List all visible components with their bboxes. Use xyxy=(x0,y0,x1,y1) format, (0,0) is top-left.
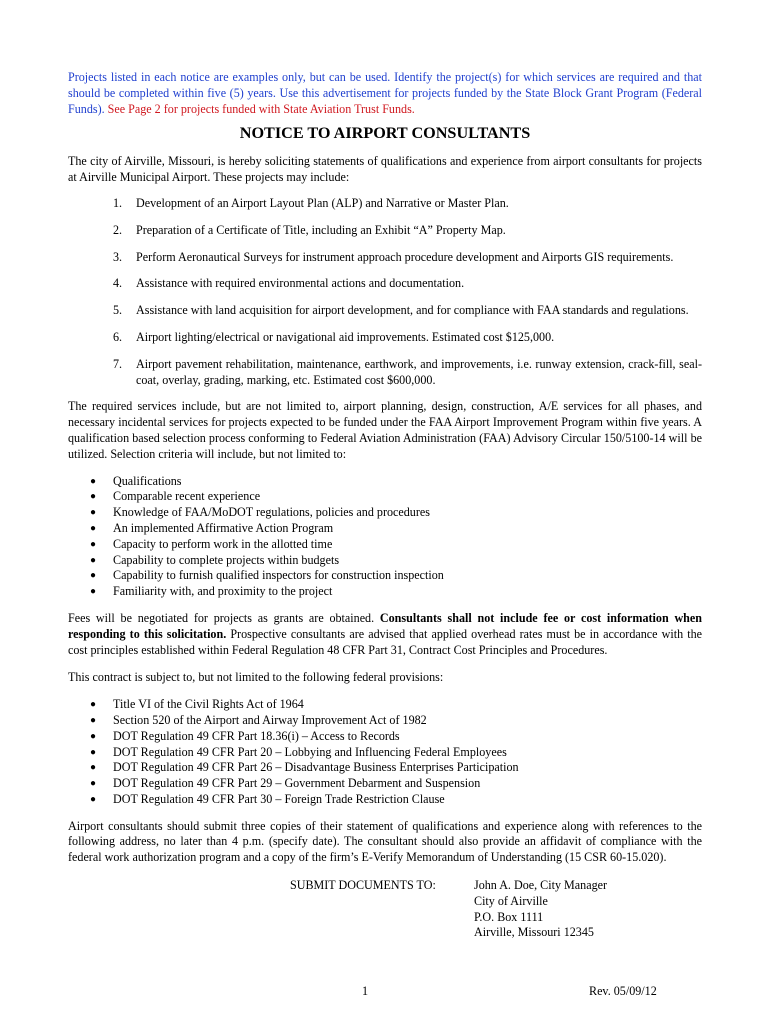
list-text: Comparable recent experience xyxy=(113,489,261,504)
list-text: An implemented Affirmative Action Program xyxy=(113,520,334,535)
list-item xyxy=(68,697,702,713)
list-item xyxy=(68,760,702,776)
list-number: 2. xyxy=(113,222,123,237)
list-item xyxy=(68,745,702,761)
intro-red-text: See Page 2 for projects funded with State Aviation Trust Funds. xyxy=(107,101,415,116)
list-item xyxy=(68,223,702,239)
list-text: DOT Regulation 49 CFR Part 18.36(i) – Access to Records xyxy=(113,728,400,743)
list-text: Title VI of the Civil Rights Act of 1964 xyxy=(113,697,304,712)
list-number: 3. xyxy=(113,249,123,264)
address-line: Airville, Missouri 12345 xyxy=(474,925,594,940)
list-item xyxy=(68,357,702,389)
bullet-icon: ● xyxy=(90,730,97,742)
list-item xyxy=(68,276,702,292)
list-item xyxy=(68,584,702,600)
list-item xyxy=(68,474,702,490)
bullet-icon: ● xyxy=(90,586,97,598)
list-text: DOT Regulation 49 CFR Part 29 – Government Debarment and Suspension xyxy=(113,776,481,791)
paragraph-provisions-intro: This contract is subject to, but not limited to the following federal provisions: xyxy=(68,670,444,685)
list-text: Capability to furnish qualified inspectors for construction inspection xyxy=(113,568,444,583)
bullet-icon: ● xyxy=(90,570,97,582)
intro-blue-text: Projects listed in each notice are examples only, but can be used. Identify the project(s) for which services are required and that should be completed within five (5) years. Use this advertisement for projects funded by the State Block Grant Program (Federal Funds). xyxy=(68,70,702,116)
address-line: City of Airville xyxy=(474,893,548,908)
address-line: P.O. Box 1111 xyxy=(474,909,544,924)
list-text: DOT Regulation 49 CFR Part 20 – Lobbying and Influencing Federal Employees xyxy=(113,744,507,759)
fees-bold-notice: Consultants shall not include fee or cost information when responding to this solicitation. xyxy=(68,610,702,641)
list-text: Development of an Airport Layout Plan (ALP) and Narrative or Master Plan. xyxy=(136,195,509,210)
fees-rest: Prospective consultants are advised that applied overhead rates must be in accordance with the cost principles established within Federal Regulation 48 CFR Part 31, Contract Cost Principles and Procedures. xyxy=(68,626,702,657)
list-item xyxy=(68,250,702,266)
list-number: 5. xyxy=(113,303,123,318)
list-text: Assistance with required environmental actions and documentation. xyxy=(136,276,465,291)
list-text: Qualifications xyxy=(113,473,182,488)
projects-list xyxy=(68,196,702,388)
bullet-icon: ● xyxy=(90,491,97,503)
bullet-icon: ● xyxy=(90,746,97,758)
list-text: Section 520 of the Airport and Airway Improvement Act of 1982 xyxy=(113,712,427,727)
bullet-icon: ● xyxy=(90,699,97,711)
list-text: DOT Regulation 49 CFR Part 26 – Disadvantage Business Enterprises Participation xyxy=(113,760,519,775)
list-item xyxy=(68,568,702,584)
list-item xyxy=(68,196,702,212)
bullet-icon: ● xyxy=(90,538,97,550)
submit-address xyxy=(474,878,607,941)
federal-provisions-list xyxy=(68,697,702,808)
list-item xyxy=(68,505,702,521)
paragraph-fees xyxy=(68,611,702,658)
paragraph-required-services: The required services include, but are not limited to, airport planning, design, construction, A/E services for all phases, and necessary incidental services for projects expected to be funded under the FAA Airport Improvement Program within five years. A qualification based selection process conforming to Federal Aviation Administration (FAA) Advisory Circular 150/5100-14 will be utilized. Selection criteria will include, but not limited to: xyxy=(68,399,702,461)
address-line: John A. Doe, City Manager xyxy=(474,878,608,893)
list-text: Airport pavement rehabilitation, maintenance, earthwork, and improvements, i.e. runway extension, crack-fill, seal-coat, overlay, grading, marking, etc. Estimated cost $600,000. xyxy=(136,356,702,387)
list-item xyxy=(68,489,702,505)
bullet-icon: ● xyxy=(90,778,97,790)
revision-date: Rev. 05/09/12 xyxy=(589,984,657,998)
list-text: Knowledge of FAA/MoDOT regulations, policies and procedures xyxy=(113,505,430,520)
list-item xyxy=(68,776,702,792)
submit-block xyxy=(68,878,702,942)
bullet-icon: ● xyxy=(90,522,97,534)
bullet-icon: ● xyxy=(90,507,97,519)
list-text: DOT Regulation 49 CFR Part 30 – Foreign Trade Restriction Clause xyxy=(113,791,445,806)
list-number: 6. xyxy=(113,329,123,344)
list-text: Airport lighting/electrical or navigational aid improvements. Estimated cost $125,000. xyxy=(136,329,555,344)
bullet-icon: ● xyxy=(90,793,97,805)
list-number: 4. xyxy=(113,276,123,291)
fees-lead: Fees will be negotiated for projects as grants are obtained. xyxy=(68,610,380,625)
bullet-icon: ● xyxy=(90,554,97,566)
bullet-icon: ● xyxy=(90,475,97,487)
bullet-icon: ● xyxy=(90,762,97,774)
list-text: Preparation of a Certificate of Title, including an Exhibit “A” Property Map. xyxy=(136,222,506,237)
bullet-icon: ● xyxy=(90,714,97,726)
list-item xyxy=(68,537,702,553)
page-number: 1 xyxy=(362,984,369,998)
list-item xyxy=(68,330,702,346)
paragraph-solicitation: The city of Airville, Missouri, is hereby soliciting statements of qualifications and experience from airport consultants for projects at Airville Municipal Airport. These projects may include: xyxy=(68,154,702,185)
list-item xyxy=(68,713,702,729)
list-number: 1. xyxy=(113,195,123,210)
submit-label: SUBMIT DOCUMENTS TO: xyxy=(290,878,436,893)
list-item xyxy=(68,303,702,319)
list-item xyxy=(68,729,702,745)
list-text: Familiarity with, and proximity to the project xyxy=(113,584,333,599)
page-title: NOTICE TO AIRPORT CONSULTANTS xyxy=(239,124,531,143)
paragraph-submission: Airport consultants should submit three copies of their statement of qualifications and experience along with references to the following address, no later than 4 p.m. (specify date). The consultant should also provide an affidavit of compliance with the federal work authorization program and a copy of the firm’s E-Verify Memorandum of Understanding (15 CSR 60-15.020). xyxy=(68,818,702,865)
list-text: Capability to complete projects within budgets xyxy=(113,552,340,567)
intro-note xyxy=(68,70,702,117)
list-item xyxy=(68,792,702,808)
list-number: 7. xyxy=(113,356,123,371)
list-text: Assistance with land acquisition for airport development, and for compliance with FAA standards and regulations. xyxy=(136,303,689,318)
list-item xyxy=(68,521,702,537)
list-text: Capacity to perform work in the allotted time xyxy=(113,536,333,551)
list-text: Perform Aeronautical Surveys for instrument approach procedure development and Airports GIS requirements. xyxy=(136,249,674,264)
list-item xyxy=(68,553,702,569)
selection-criteria-list xyxy=(68,474,702,600)
